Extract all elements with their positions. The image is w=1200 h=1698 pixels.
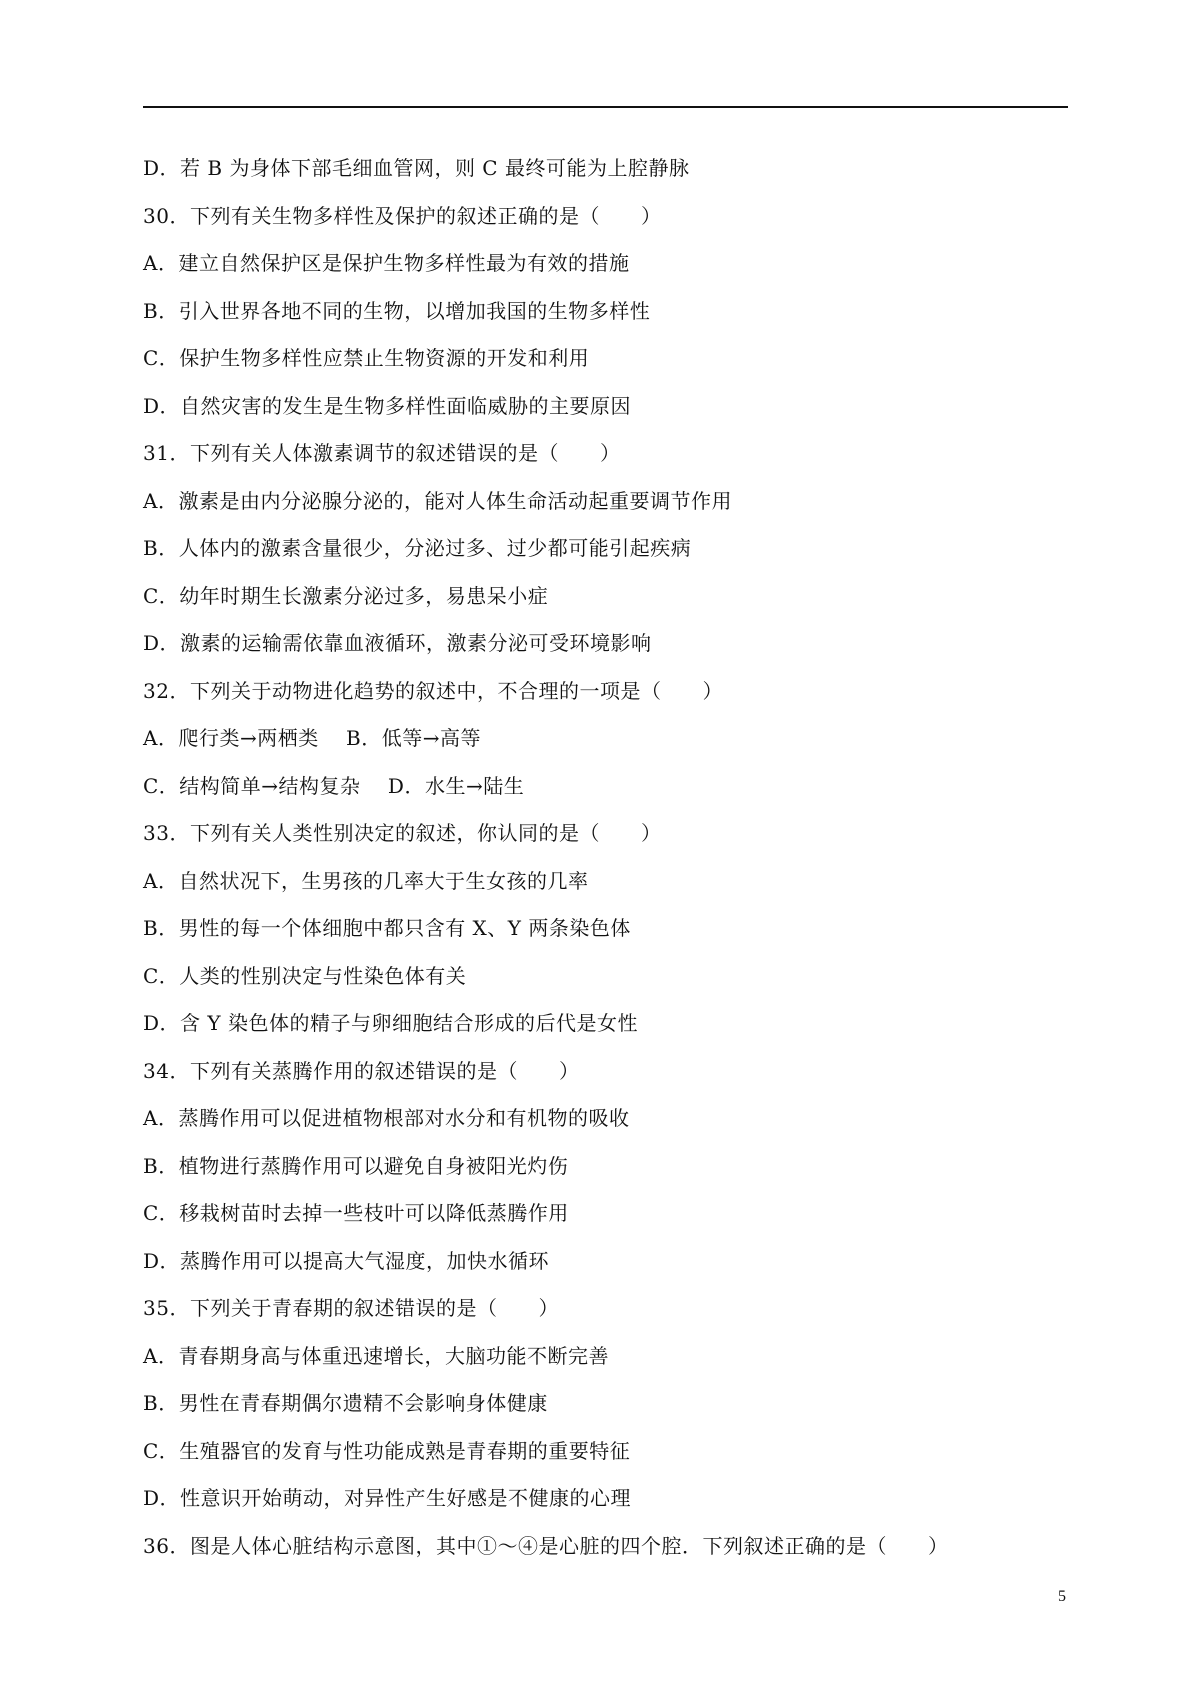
option-line: B．男性在青春期偶尔遗精不会影响身体健康 bbox=[143, 1391, 548, 1415]
option-line: D．蒸腾作用可以提高大气湿度，加快水循环 bbox=[143, 1248, 550, 1273]
option-line: A．激素是由内分泌腺分泌的，能对人体生命活动起重要调节作用 bbox=[143, 488, 732, 513]
option-line: B．男性的每一个体细胞中都只含有 X、Y 两条染色体 bbox=[143, 916, 631, 940]
page-number: 5 bbox=[1058, 1588, 1066, 1605]
header-rule bbox=[143, 106, 1068, 108]
option-line: A．青春期身高与体重迅速增长，大脑功能不断完善 bbox=[143, 1343, 609, 1368]
option-line: C．保护生物多样性应禁止生物资源的开发和利用 bbox=[143, 346, 590, 370]
option-line: D．激素的运输需依靠血液循环，激素分泌可受环境影响 bbox=[143, 631, 652, 655]
option-line: B．植物进行蒸腾作用可以避免自身被阳光灼伤 bbox=[143, 1153, 569, 1178]
document-body bbox=[143, 148, 1083, 1573]
option-line: C．生殖器官的发育与性功能成熟是青春期的重要特征 bbox=[143, 1438, 631, 1463]
option-line: D．性意识开始萌动，对异性产生好感是不健康的心理 bbox=[143, 1486, 632, 1510]
option-line: C．结构简单→结构复杂 D．水生→陆生 bbox=[143, 773, 525, 798]
question-30: 30．下列有关生物多样性及保护的叙述正确的是（ ） bbox=[143, 203, 662, 228]
question-32: 32．下列关于动物进化趋势的叙述中，不合理的一项是（ ） bbox=[143, 678, 723, 703]
question-36: 36．图是人体心脏结构示意图，其中①～④是心脏的四个腔．下列叙述正确的是（ ） bbox=[143, 1533, 949, 1558]
question-33: 33．下列有关人类性别决定的叙述，你认同的是（ ） bbox=[143, 821, 662, 845]
question-34: 34．下列有关蒸腾作用的叙述错误的是（ ） bbox=[143, 1058, 580, 1083]
option-line: A．爬行类→两栖类 B．低等→高等 bbox=[143, 726, 482, 750]
option-line: C．人类的性别决定与性染色体有关 bbox=[143, 963, 467, 988]
option-line: D．自然灾害的发生是生物多样性面临威胁的主要原因 bbox=[143, 393, 632, 418]
option-line: D．含 Y 染色体的精子与卵细胞结合形成的后代是女性 bbox=[143, 1011, 638, 1035]
option-line: A．建立自然保护区是保护生物多样性最为有效的措施 bbox=[143, 251, 630, 275]
option-line: B．人体内的激素含量很少，分泌过多、过少都可能引起疾病 bbox=[143, 536, 692, 560]
question-31: 31．下列有关人体激素调节的叙述错误的是（ ） bbox=[143, 441, 621, 465]
option-line: B．引入世界各地不同的生物，以增加我国的生物多样性 bbox=[143, 298, 651, 323]
option-line: A．自然状况下，生男孩的几率大于生女孩的几率 bbox=[143, 868, 589, 893]
option-line: C．移栽树苗时去掉一些枝叶可以降低蒸腾作用 bbox=[143, 1201, 569, 1225]
option-line: C．幼年时期生长激素分泌过多，易患呆小症 bbox=[143, 583, 549, 608]
option-line: A．蒸腾作用可以促进植物根部对水分和有机物的吸收 bbox=[143, 1106, 630, 1130]
question-35: 35．下列关于青春期的叙述错误的是（ ） bbox=[143, 1296, 559, 1320]
text-line: D．若 B 为身体下部毛细血管网，则 C 最终可能为上腔静脉 bbox=[143, 156, 690, 180]
